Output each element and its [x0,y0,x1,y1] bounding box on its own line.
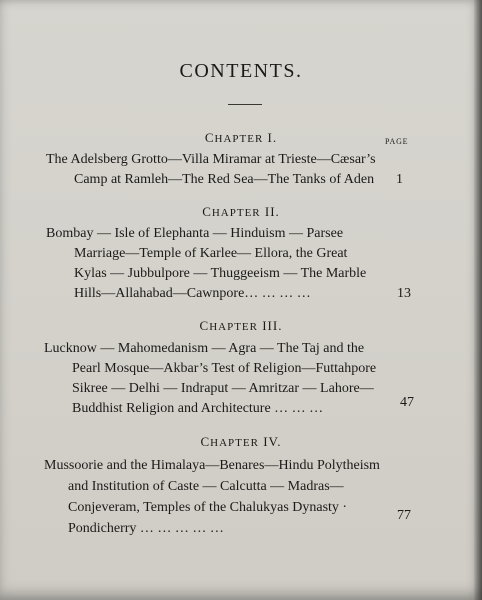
chapter-4-heading-initial: C [200,434,211,449]
chapter-2-line-1: Bombay — Isle of Elephanta — Hinduism — Parsee [46,226,344,241]
chapter-4-page-number: 77 [397,508,411,523]
chapter-3-page-number: 47 [400,395,414,410]
chapter-2-heading-initial: C [202,204,212,219]
chapter-3-numeral: III. [262,318,283,333]
chapter-1-numeral: I. [267,130,278,145]
chapter-3-heading-initial: C [199,318,210,333]
page-column-label: PAGE [385,137,409,146]
chapter-2-line-2: Marriage—Temple of Karlee— Ellora, the Great [74,246,348,261]
chapter-3-heading-word: HAPTER [209,321,258,333]
chapter-4-line-1: Mussoorie and the Himalaya—Benares—Hindu Polytheism [44,458,380,473]
chapter-2-line-3: Kylas — Jubbulpore — Thuggeeism — The Marble [74,266,367,281]
chapter-3-line-2: Pearl Mosque—Akbar’s Test of Religion—Futtahpore [72,361,377,376]
chapter-3-line-1: Lucknow — Mahomedanism — Agra — The Taj and the [44,341,365,356]
chapter-1-heading [0,130,482,146]
chapter-3-line-3: Sikree — Delhi — Indraput — Amritzar — Lahore— [72,381,374,396]
chapter-2-line-4: Hills—Allahabad—Cawnpore… … … … [74,286,311,301]
chapter-4-heading-word: HAPTER [210,437,259,449]
chapter-3-line-4: Buddhist Religion and Architecture … … … [72,401,324,416]
chapter-3-heading [0,318,482,334]
title-divider [228,104,262,105]
page-edge-shadow [474,0,482,600]
chapter-4-line-4: Pondicherry … … … … … [68,521,224,536]
chapter-2-heading-word: HAPTER [211,207,261,219]
chapter-4-numeral: IV. [263,434,282,449]
chapter-1-heading-initial: C [204,130,215,145]
chapter-1-page-number: 1 [396,172,403,187]
chapter-1-line-2: Camp at Ramleh—The Red Sea—The Tanks of Aden [74,172,375,187]
chapter-4-heading [0,434,482,450]
chapter-2-heading [0,204,482,220]
chapter-4-line-3: Conjeveram, Temples of the Chalukyas Dynasty · [68,500,348,515]
page-title: CONTENTS. [179,60,303,82]
chapter-2-page-number: 13 [397,286,411,301]
chapter-2-numeral: II. [264,204,280,219]
chapter-1-heading-word: HAPTER [214,133,264,145]
chapter-4-line-2: and Institution of Caste — Calcutta — Madras— [68,479,344,494]
chapter-1-line-1: The Adelsberg Grotto—Villa Miramar at Trieste—Cæsar’s [46,152,376,167]
